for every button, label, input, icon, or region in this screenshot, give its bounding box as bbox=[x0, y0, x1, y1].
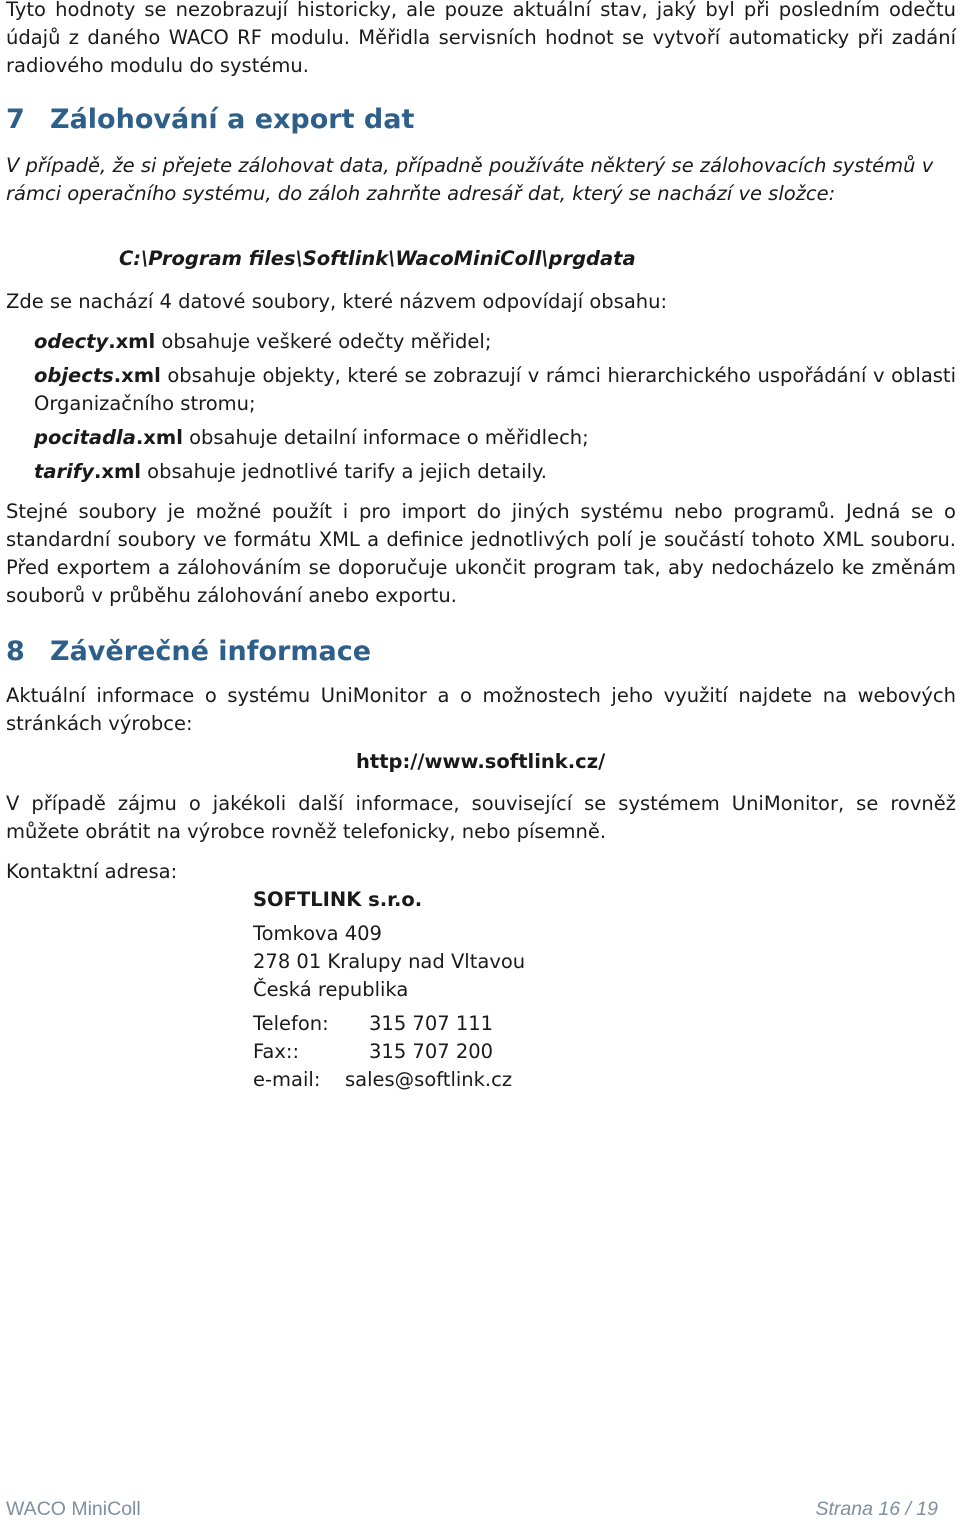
import-export-paragraph: Stejné soubory je možné použít i pro import do jiných systému nebo programů. Jedná se o standardní soubory ve formátu XML a definice jednotlivých polí je součástí tohoto XML souboru. Před exportem a zálohováním se doporučuje ukončit program tak, aby nedocházelo ke změnám souborů v průběhu zálohování anebo exportu. bbox=[6, 500, 956, 607]
email-address[interactable]: sales@softlink.cz bbox=[345, 1068, 513, 1091]
address-city: 278 01 Kralupy nad Vltavou bbox=[253, 950, 526, 973]
fax-label: Fax:: bbox=[253, 1040, 300, 1063]
address-street: Tomkova 409 bbox=[253, 922, 382, 945]
section-8-heading bbox=[6, 636, 371, 667]
section-7-title: Zálohování a export dat bbox=[50, 104, 415, 135]
file-description: obsahuje objekty, které se zobrazují v rámci hierarchického uspořádání v oblasti Organizačního stromu; bbox=[34, 364, 956, 415]
intro-paragraph: Tyto hodnoty se nezobrazují historicky, ale pouze aktuální stav, jaký byl při posledním odečtu údajů z daného WACO RF modulu. Měřidla servisních hodnot se vytvoří automaticky při zadání radiového modulu do systému. bbox=[6, 0, 956, 77]
file-ext: .xml bbox=[108, 330, 156, 353]
contact-address bbox=[253, 886, 525, 1094]
section-7-number: 7 bbox=[6, 104, 25, 135]
section-8-intro: Aktuální informace o systému UniMonitor a o možnostech jeho využití najdete na webových stránkách výrobce: bbox=[6, 684, 956, 735]
info-paragraph: V případě zájmu o jakékoli další informace, související se systémem UniMonitor, se rovněž můžete obrátit na výrobce rovněž telefonicky, nebo písemně. bbox=[6, 792, 956, 843]
address-country: Česká republika bbox=[253, 978, 409, 1001]
data-folder-path: C:\Program files\Softlink\WacoMiniColl\prgdata bbox=[119, 247, 636, 270]
files-intro: Zde se nachází 4 datové soubory, které názvem odpovídají obsahu: bbox=[6, 290, 668, 313]
list-item bbox=[34, 328, 956, 356]
email-row bbox=[253, 1066, 525, 1094]
file-description: obsahuje detailní informace o měřidlech; bbox=[182, 426, 589, 449]
company-name: SOFTLINK s.r.o. bbox=[253, 888, 423, 911]
list-item bbox=[34, 424, 956, 452]
phone-row bbox=[253, 1010, 525, 1038]
footer-page-number: Strana 16 / 19 bbox=[815, 1498, 938, 1520]
file-ext: .xml bbox=[135, 426, 183, 449]
list-item bbox=[34, 458, 956, 486]
file-name: objects bbox=[34, 364, 114, 387]
email-label: e-mail: bbox=[253, 1068, 321, 1091]
file-ext: .xml bbox=[93, 460, 141, 483]
section-8-number: 8 bbox=[6, 636, 25, 667]
phone-label: Telefon: bbox=[253, 1012, 329, 1035]
section-8-title: Závěrečné informace bbox=[50, 636, 372, 667]
footer-doc-title: WACO MiniColl bbox=[6, 1498, 141, 1520]
section-7-intro: V případě, že si přejete zálohovat data, případně používáte některý se zálohovacích systémů v rámci operačního systému, do záloh zahrňte adresář dat, který se nachází ve složce: bbox=[6, 154, 934, 205]
fax-number: 315 707 200 bbox=[369, 1040, 494, 1063]
file-name: tarify bbox=[34, 460, 94, 483]
file-name: pocitadla bbox=[34, 426, 136, 449]
list-item bbox=[34, 362, 956, 418]
file-name: odecty bbox=[34, 330, 109, 353]
contact-label: Kontaktní adresa: bbox=[6, 860, 178, 883]
file-description: obsahuje veškeré odečty měřidel; bbox=[155, 330, 492, 353]
website-link[interactable]: http://www.softlink.cz/ bbox=[356, 750, 606, 773]
file-ext: .xml bbox=[113, 364, 161, 387]
section-7-heading bbox=[6, 104, 414, 135]
file-description: obsahuje jednotlivé tarify a jejich detaily. bbox=[140, 460, 547, 483]
file-list bbox=[34, 328, 956, 492]
phone-number: 315 707 111 bbox=[369, 1012, 494, 1035]
fax-row bbox=[253, 1038, 525, 1066]
